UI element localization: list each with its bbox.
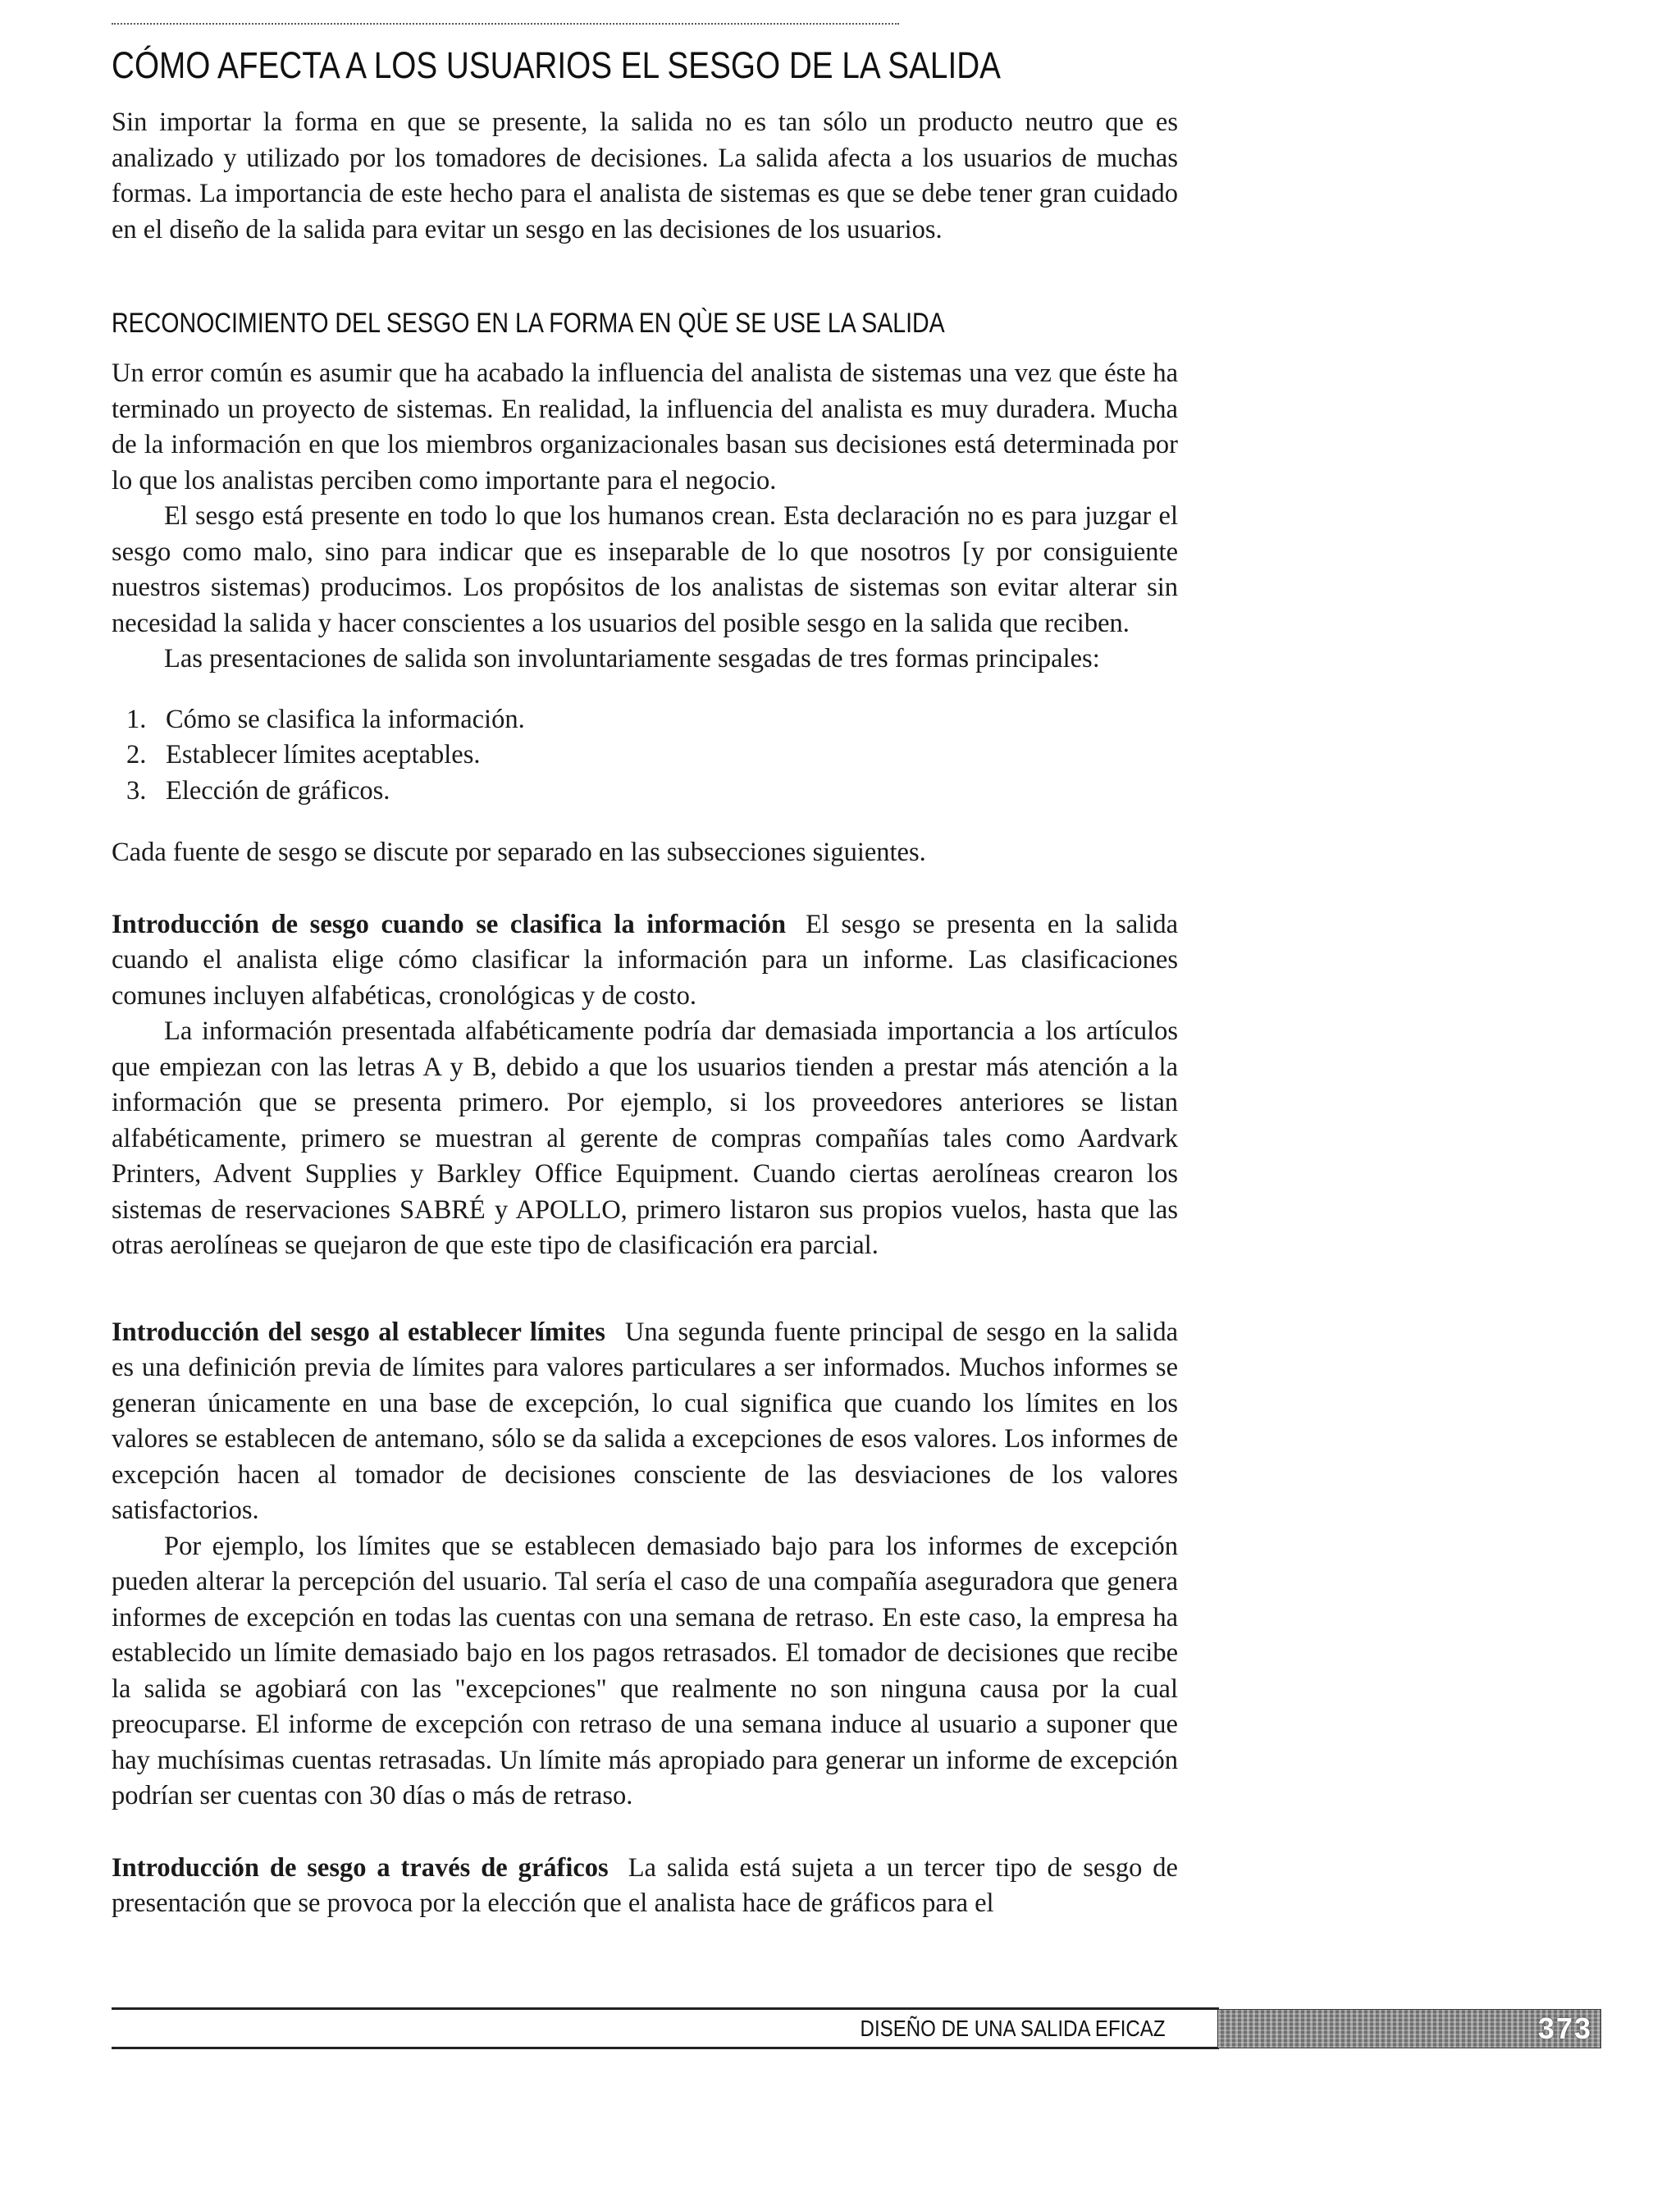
limits-lead-paragraph bbox=[112, 1315, 1178, 1529]
list-item-text: Elección de gráficos. bbox=[166, 775, 390, 806]
bias-sources-list bbox=[112, 702, 1178, 810]
list-item bbox=[126, 737, 1178, 774]
section-title: CÓMO AFECTA A LOS USUARIOS EL SESGO DE LA SALIDA bbox=[112, 44, 1001, 86]
list-item-number: 2. bbox=[126, 740, 147, 769]
classification-paragraph: La información presentada alfabéticamente podría dar demasiada importancia a los artículos que empiezan con las letras A y B, debido a que los usuarios tienden a prestar más atención a la información que se presenta primero. Por ejemplo, si los proveedores anteriores se listan alfabéticamente, primero se muestran al gerente de compras compañías tales como Aardvark Printers, Advent Supplies y Barkley Office Equipment. Cuando ciertas aerolíneas crearon los sistemas de reservaciones SABRÉ y APOLLO, primero listaron sus propios vuelos, hasta que las otras aerolíneas se quejaron de que este tipo de clasificación era parcial. bbox=[112, 1016, 1178, 1260]
limits-heading: Introducción del sesgo al establecer límites bbox=[112, 1317, 605, 1347]
graphics-lead-text: La salida está sujeta a un tercer tipo de sesgo de presentación que se provoca por la elección que el analista hace de gráficos para el bbox=[112, 1852, 1178, 1918]
list-item-text: Establecer límites aceptables. bbox=[166, 740, 481, 769]
page-number: 373 bbox=[1537, 2011, 1592, 2045]
list-followup-paragraph: Cada fuente de sesgo se discute por separado en las subsecciones siguientes. bbox=[112, 838, 926, 867]
running-head: DISEÑO DE UNA SALIDA EFICAZ bbox=[860, 2016, 1166, 2041]
list-item-text: Cómo se clasifica la información. bbox=[166, 704, 525, 734]
intro-paragraph: Sin importar la forma en que se presente, la salida no es tan sólo un producto neutro que es analizado y utilizado por los tomadores de decisiones. La salida afecta a los usuarios de muchas formas. La importancia de este hecho para el analista de sistemas es que se debe tener gran cuidado en el diseño de la salida para evitar un sesgo en las decisiones de los usuarios. bbox=[112, 107, 1178, 244]
top-dotted-rule bbox=[112, 23, 899, 25]
recognition-paragraph-2: El sesgo está presente en todo lo que los humanos crean. Esta declaración no es para juzgar el sesgo como malo, sino para indicar que es inseparable de lo que nosotros [y por consiguiente nuestros sistemas) producimos. Los propósitos de los analistas de sistemas son evitar alterar sin necesidad la salida y hacer conscientes a los usuarios del posible sesgo en la salida que reciben. bbox=[112, 501, 1178, 638]
page-body bbox=[112, 23, 1178, 1922]
graphics-lead-paragraph bbox=[112, 1851, 1178, 1922]
subsection-title: RECONOCIMIENTO DEL SESGO EN LA FORMA EN QÙE SE USE LA SALIDA bbox=[112, 308, 945, 339]
footer-bottom-rule bbox=[112, 2047, 1219, 2049]
recognition-paragraph-1: Un error común es asumir que ha acabado la influencia del analista de sistemas una vez que éste ha terminado un proyecto de sistemas. En realidad, la influencia del analista es muy duradera. Mucha de la información en que los miembros organizacionales basan sus decisiones está determinada por lo que los analistas perciben como importante para el negocio. bbox=[112, 358, 1178, 495]
list-item bbox=[126, 702, 1178, 738]
chapter-tab bbox=[1217, 2009, 1601, 2048]
footer-top-rule bbox=[112, 2007, 1219, 2010]
limits-paragraph: Por ejemplo, los límites que se establecen demasiado bajo para los informes de excepción pueden alterar la percepción del usuario. Tal sería el caso de una compañía aseguradora que genera informes de excepción en todas las cuentas con una semana de retraso. En este caso, la empresa ha establecido un límite demasiado bajo en los pagos retrasados. El tomador de decisiones que recibe la salida se agobiará con las "excepciones" que realmente no son ninguna causa por la cual preocuparse. El informe de excepción con retraso de una semana induce al usuario a suponer que hay muchísimas cuentas retrasadas. Un límite más apropiado para generar un informe de excepción podrían ser cuentas con 30 días o más de retraso. bbox=[112, 1531, 1178, 1810]
classification-lead-paragraph bbox=[112, 907, 1178, 1015]
classification-lead-text: El sesgo se presenta en la salida cuando el analista elige cómo clasificar la información para un informe. Las clasificaciones comunes incluyen alfabéticas, cronológicas y de costo. bbox=[112, 909, 1178, 1011]
recognition-paragraph-3: Las presentaciones de salida son involuntariamente sesgadas de tres formas principales: bbox=[164, 644, 1100, 674]
classification-heading: Introducción de sesgo cuando se clasifica la información bbox=[112, 909, 787, 939]
page-footer bbox=[112, 2007, 1605, 2073]
limits-lead-text: Una segunda fuente principal de sesgo en la salida es una definición previa de límites para valores particulares a ser informados. Muchos informes se generan únicamente en una base de excepción, lo cual significa que cuando los límites en los valores se establecen de antemano, sólo se da salida a excepciones de esos valores. Los informes de excepción hacen al tomador de decisiones consciente de las desviaciones de los valores satisfactorios. bbox=[112, 1317, 1178, 1525]
graphics-heading: Introducción de sesgo a través de gráficos bbox=[112, 1852, 609, 1883]
list-item-number: 3. bbox=[126, 775, 147, 806]
list-item bbox=[126, 774, 1178, 810]
list-item-number: 1. bbox=[126, 704, 147, 734]
